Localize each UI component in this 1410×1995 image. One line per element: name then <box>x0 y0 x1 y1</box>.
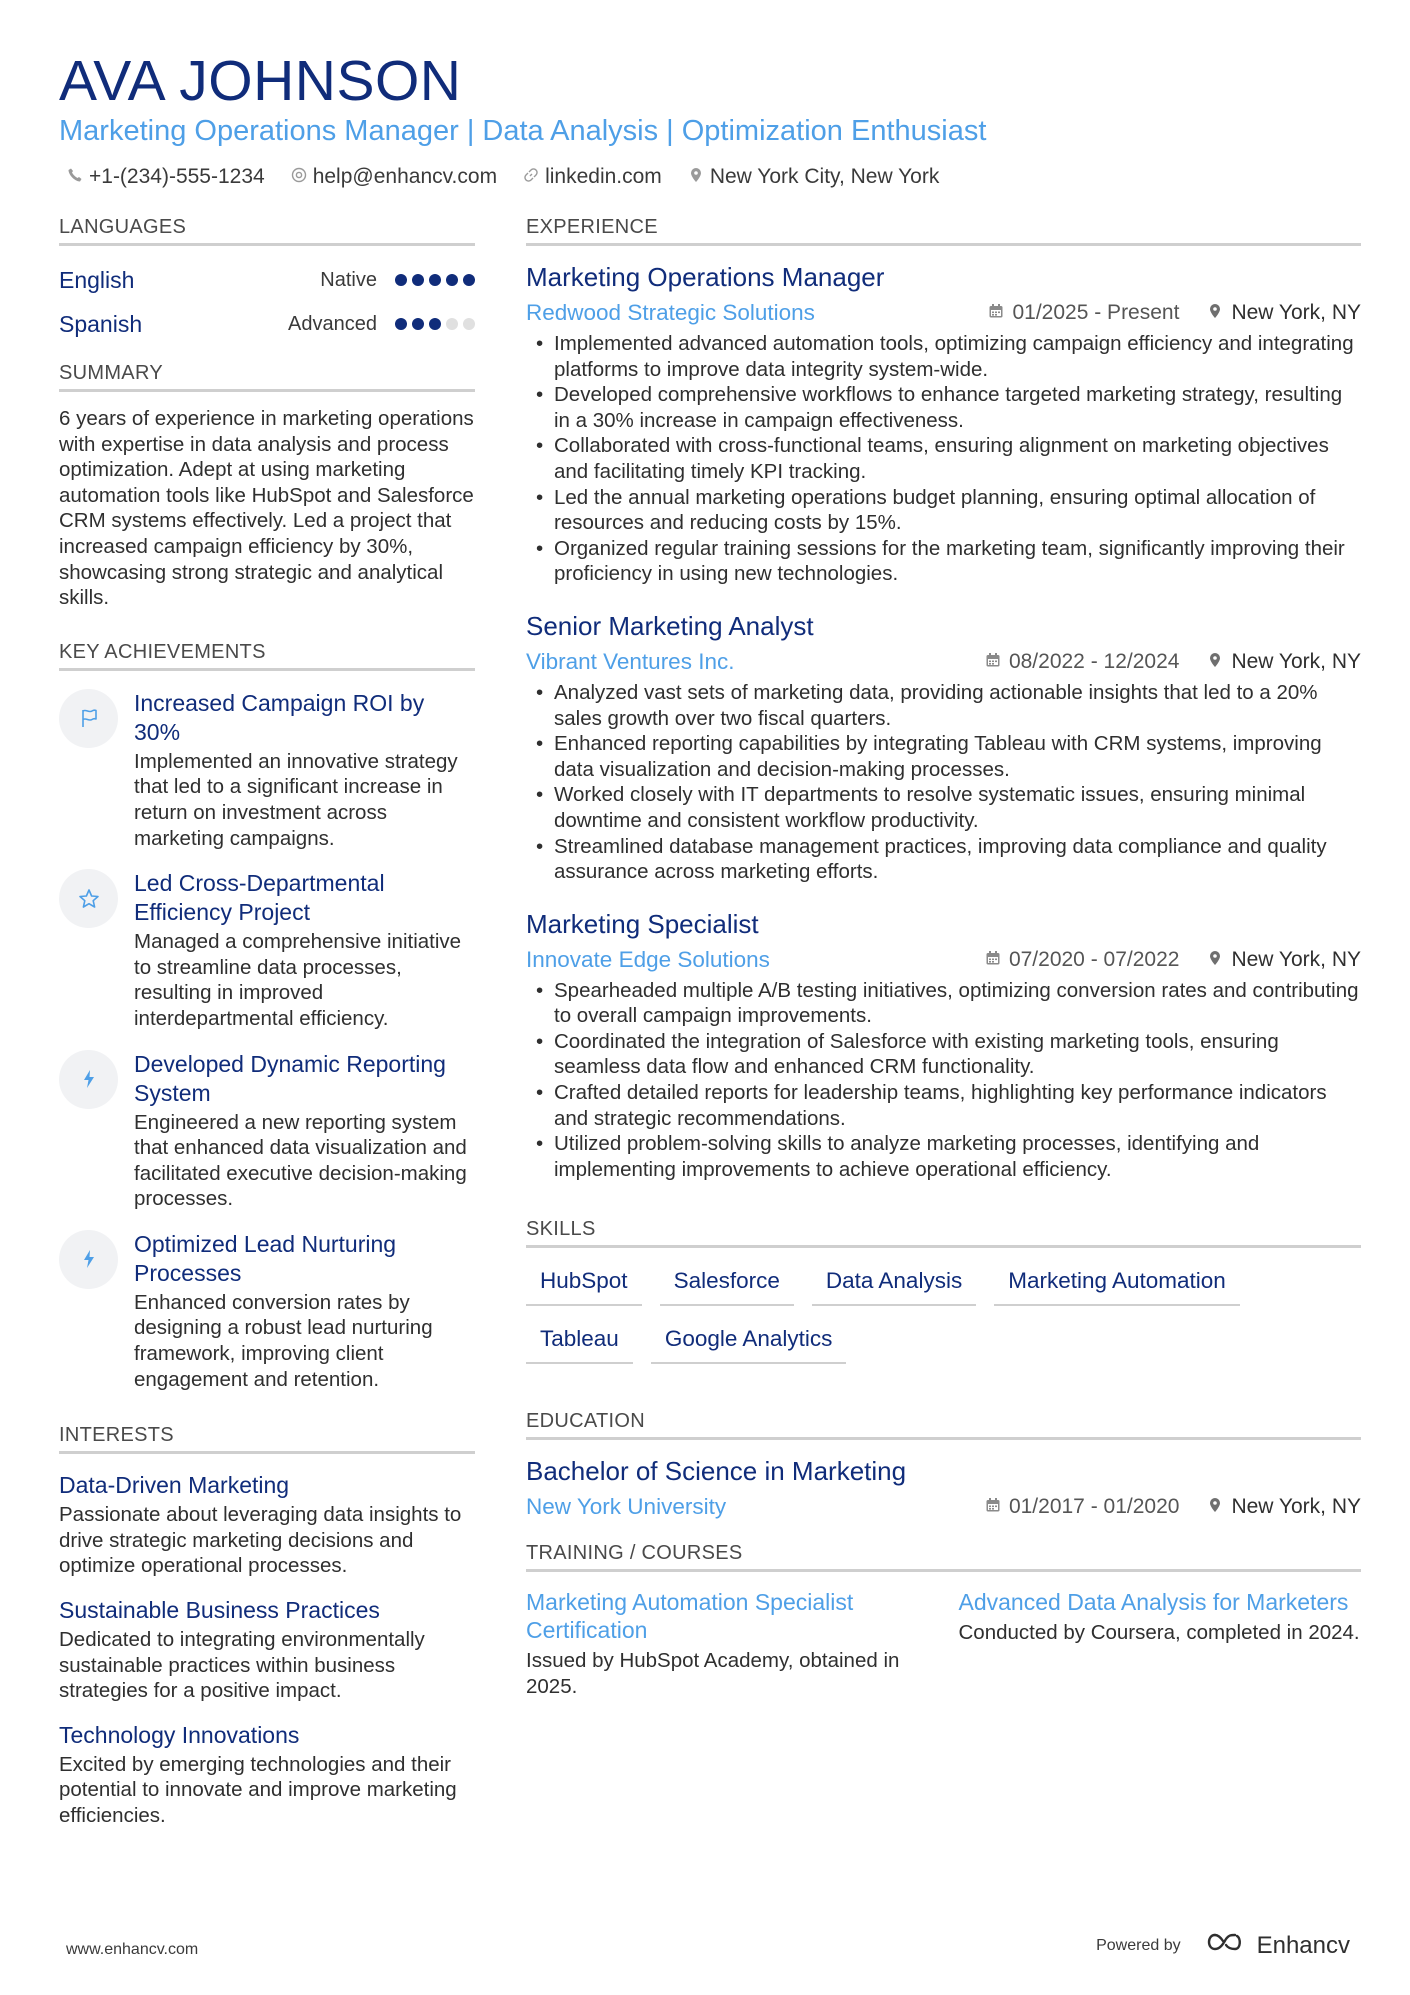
linkedin-text: linkedin.com <box>545 165 662 188</box>
proficiency-dots <box>395 274 475 286</box>
language-row <box>59 302 475 346</box>
job-bullet: • Spearheaded multiple A/B testing initiatives, optimizing conversion rates and contributing to overall campaign improvements. <box>526 978 1361 1029</box>
education-heading: EDUCATION <box>526 1408 1361 1440</box>
course-title: Marketing Automation Specialist Certification <box>526 1589 854 1644</box>
achievement-body <box>134 869 475 1031</box>
job-bullet: • Crafted detailed reports for leadership teams, highlighting key performance indicators and strategic recommendations. <box>526 1080 1361 1131</box>
enhancv-logo[interactable] <box>1203 1930 1350 1961</box>
interest-title: Data-Driven Marketing <box>59 1472 290 1499</box>
job-bullet: • Collaborated with cross-functional teams, ensuring alignment on marketing objectives and facilitating timely KPI tracking. <box>526 433 1361 484</box>
experience-list <box>526 260 1361 1182</box>
contact-location <box>688 162 940 192</box>
job-bullets <box>526 331 1361 587</box>
achievement-item <box>59 869 475 1031</box>
achievement-title: Led Cross-Departmental Efficiency Project <box>134 870 385 926</box>
calendar-icon <box>985 948 1001 972</box>
language-level: Advanced <box>288 312 377 335</box>
skills-heading: SKILLS <box>526 1216 1361 1248</box>
language-name: Spanish <box>59 310 143 337</box>
achievement-body <box>134 689 475 851</box>
job-bullets <box>526 978 1361 1183</box>
candidate-tagline: Marketing Operations Manager | Data Analysis | Optimization Enthusiast <box>59 115 987 147</box>
skill-tag: HubSpot <box>526 1266 642 1306</box>
link-icon <box>523 162 539 192</box>
candidate-name: AVA JOHNSON <box>59 49 462 113</box>
education-dates-text: 01/2017 - 01/2020 <box>1008 1495 1180 1519</box>
job-entry <box>526 260 1361 587</box>
achievement-description: Implemented an innovative strategy that led to a significant increase in return on investment across marketing campaigns. <box>134 749 458 850</box>
proficiency-dot <box>463 318 475 330</box>
contact-phone <box>67 162 265 192</box>
job-bullet: • Analyzed vast sets of marketing data, providing actionable insights that led to a 20% sales growth over two fiscal quarters. <box>526 680 1361 731</box>
achievement-body <box>134 1230 475 1392</box>
brand-name: Enhancv <box>1256 1931 1350 1959</box>
achievement-description: Managed a comprehensive initiative to streamline data processes, resulting in improved interdepartmental efficiency. <box>134 930 462 1030</box>
job-location <box>1207 650 1361 674</box>
language-level: Native <box>320 268 377 291</box>
job-company: Vibrant Ventures Inc. <box>526 648 735 674</box>
job-bullets <box>526 680 1361 885</box>
contact-linkedin[interactable] <box>523 162 662 192</box>
map-pin-icon <box>688 162 704 192</box>
job-dates <box>988 301 1179 325</box>
skills-list <box>526 1266 1361 1364</box>
proficiency-dot <box>446 274 458 286</box>
education-dates <box>985 1495 1179 1519</box>
phone-text: +1-(234)-555-1234 <box>89 165 265 188</box>
job-meta <box>526 298 1361 328</box>
achievement-item <box>59 689 475 851</box>
location-text: New York City, New York <box>709 165 940 188</box>
job-bullet: • Coordinated the integration of Salesforce with existing marketing tools, ensuring seamless data flow and enhanced CRM functionality. <box>526 1029 1361 1080</box>
education-entry <box>526 1454 1361 1522</box>
interest-description: Dedicated to integrating environmentally sustainable practices within business strategies for a positive impact. <box>59 1628 425 1703</box>
right-column <box>526 214 1361 1700</box>
interest-item <box>59 1720 475 1829</box>
job-title: Senior Marketing Analyst <box>526 610 814 641</box>
proficiency-dot <box>429 274 441 286</box>
phone-icon <box>67 162 83 192</box>
map-pin-icon <box>1207 1495 1223 1519</box>
footer-website[interactable]: www.enhancv.com <box>66 1941 199 1958</box>
training-list <box>526 1588 1361 1699</box>
interest-title: Sustainable Business Practices <box>59 1597 380 1624</box>
achievement-title: Optimized Lead Nurturing Processes <box>134 1230 397 1286</box>
job-location-text: New York, NY <box>1231 947 1361 971</box>
job-bullet: • Organized regular training sessions for the marketing team, significantly improving their proficiency in using new technologies. <box>526 536 1361 587</box>
interest-description: Passionate about leveraging data insights to drive strategic marketing decisions and optimize operational processes. <box>59 1503 462 1578</box>
at-icon <box>291 162 307 192</box>
map-pin-icon <box>1207 301 1223 325</box>
map-pin-icon <box>1207 650 1223 674</box>
education-location-text: New York, NY <box>1231 1495 1361 1519</box>
skill-tag: Google Analytics <box>651 1324 847 1364</box>
job-entry <box>526 907 1361 1183</box>
experience-heading: EXPERIENCE <box>526 214 1361 246</box>
job-title: Marketing Operations Manager <box>526 262 885 292</box>
job-bullet: • Implemented advanced automation tools, optimizing campaign efficiency and integrating platforms to improve data integrity system-wide. <box>526 331 1361 382</box>
achievements-list <box>59 689 475 1393</box>
languages-heading: LANGUAGES <box>59 214 475 246</box>
summary-text: 6 years of experience in marketing operations with expertise in data analysis and process optimization. Adept at using marketing automation tools like HubSpot and Salesforce CRM systems effectively. Led a project that increased campaign efficiency by 30%, showcasing strong strategic and analytical skills. <box>59 407 474 610</box>
job-company: Innovate Edge Solutions <box>526 946 770 972</box>
education-meta <box>526 1492 1361 1522</box>
job-meta <box>526 945 1361 975</box>
job-dates-text: 07/2020 - 07/2022 <box>1008 947 1180 971</box>
course-title: Advanced Data Analysis for Marketers <box>958 1589 1349 1616</box>
training-heading: TRAINING / COURSES <box>526 1540 1361 1572</box>
job-company: Redwood Strategic Solutions <box>526 300 815 325</box>
course-item <box>526 1588 929 1699</box>
proficiency-dot <box>412 318 424 330</box>
proficiency-dot <box>446 318 458 330</box>
job-location-text: New York, NY <box>1231 301 1361 324</box>
contact-email[interactable] <box>291 162 497 192</box>
map-pin-icon <box>1207 948 1223 972</box>
email-text: help@enhancv.com <box>312 165 498 188</box>
proficiency-dots <box>395 318 475 330</box>
skill-tag: Salesforce <box>660 1266 794 1306</box>
calendar-icon <box>985 650 1001 674</box>
job-dates-text: 01/2025 - Present <box>1012 301 1180 324</box>
proficiency-dot <box>395 318 407 330</box>
bolt-icon <box>59 1230 118 1289</box>
job-bullet: • Streamlined database management practices, improving data compliance and quality assurance across marketing efforts. <box>526 834 1361 885</box>
powered-by-text: Powered by <box>1096 1936 1181 1954</box>
course-description: Conducted by Coursera, completed in 2024. <box>958 1621 1360 1645</box>
skill-tag: Tableau <box>526 1324 633 1364</box>
education-degree: Bachelor of Science in Marketing <box>526 1456 907 1487</box>
infinity-logo-icon <box>1203 1930 1249 1961</box>
proficiency-dot <box>412 274 424 286</box>
education-location <box>1207 1495 1361 1519</box>
achievement-item <box>59 1230 475 1392</box>
interest-item <box>59 1470 475 1579</box>
proficiency-dot <box>395 274 407 286</box>
job-bullet: • Utilized problem-solving skills to analyze marketing processes, identifying and implementing improvements to achieve operational efficiency. <box>526 1131 1361 1182</box>
achievement-description: Engineered a new reporting system that enhanced data visualization and facilitated executive decision-making processes. <box>134 1110 467 1211</box>
achievements-heading: KEY ACHIEVEMENTS <box>59 639 475 671</box>
achievement-body <box>134 1050 475 1212</box>
job-location-text: New York, NY <box>1231 649 1361 673</box>
language-name: English <box>59 266 135 293</box>
languages-list <box>59 258 475 346</box>
achievement-title: Developed Dynamic Reporting System <box>134 1050 446 1106</box>
achievement-item <box>59 1050 475 1212</box>
course-description: Issued by HubSpot Academy, obtained in 2025. <box>526 1649 900 1699</box>
job-bullet: • Enhanced reporting capabilities by integrating Tableau with CRM systems, improving data visualization and decision-making processes. <box>526 731 1361 782</box>
calendar-icon <box>985 1495 1001 1519</box>
interests-heading: INTERESTS <box>59 1422 475 1454</box>
language-row <box>59 258 475 302</box>
interest-description: Excited by emerging technologies and their potential to innovate and improve marketing efficiencies. <box>59 1752 457 1827</box>
achievement-description: Enhanced conversion rates by designing a robust lead nurturing framework, improving client engagement and retention. <box>134 1290 433 1391</box>
skill-tag: Marketing Automation <box>994 1266 1240 1306</box>
job-dates <box>985 650 1179 674</box>
job-title: Marketing Specialist <box>526 908 759 939</box>
calendar-icon <box>988 301 1004 325</box>
education-school: New York University <box>526 1494 727 1520</box>
job-meta <box>526 647 1361 677</box>
left-column <box>59 214 475 1829</box>
interest-item <box>59 1595 475 1704</box>
interest-title: Technology Innovations <box>59 1721 300 1748</box>
skill-tag: Data Analysis <box>812 1266 976 1306</box>
star-icon <box>59 869 118 928</box>
job-location <box>1207 948 1361 972</box>
proficiency-dot <box>429 318 441 330</box>
job-bullet: • Worked closely with IT departments to resolve systematic issues, ensuring minimal downtime and consistent workflow productivity. <box>526 782 1361 833</box>
footer-branding <box>1096 1930 1350 1961</box>
job-dates-text: 08/2022 - 12/2024 <box>1008 649 1180 673</box>
contact-bar <box>67 162 939 192</box>
proficiency-dot <box>463 274 475 286</box>
bolt-icon <box>59 1050 118 1109</box>
job-dates <box>985 948 1179 972</box>
job-entry <box>526 609 1361 885</box>
achievement-title: Increased Campaign ROI by 30% <box>134 689 425 745</box>
summary-heading: SUMMARY <box>59 360 475 392</box>
course-item <box>959 1588 1362 1699</box>
flag-icon <box>59 689 118 748</box>
job-bullet: • Led the annual marketing operations budget planning, ensuring optimal allocation of resources and reducing costs by 15%. <box>526 485 1361 536</box>
interests-list <box>59 1470 475 1828</box>
job-location <box>1207 301 1361 325</box>
job-bullet: • Developed comprehensive workflows to enhance targeted marketing strategy, resulting in a 30% increase in campaign effectiveness. <box>526 382 1361 433</box>
